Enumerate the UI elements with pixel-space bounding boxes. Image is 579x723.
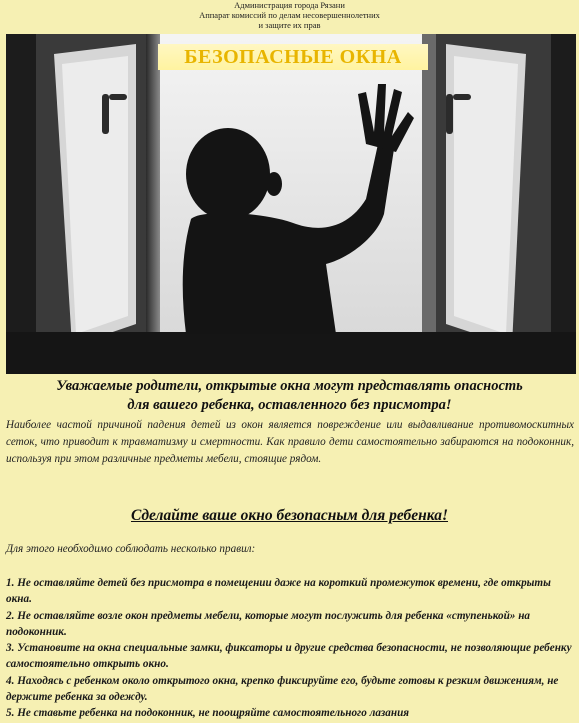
safety-call-to-action: Сделайте ваше окно безопасным для ребенка! bbox=[130, 507, 449, 524]
rule-item: 5. Не ставьте ребенка на подоконник, не поощряйте самостоятельного лазания bbox=[6, 707, 410, 720]
lead-warning-line-2: для вашего ребенка, оставленного без присмотра! bbox=[127, 397, 452, 413]
rule-item: 3. Установите на окна специальные замки, фиксаторы и другие средства безопасности, не позволяющие ребенку самостоятельно открыть окно. bbox=[6, 642, 572, 671]
lead-warning bbox=[0, 377, 579, 415]
rule-item: 4. Находясь с ребенком около открытого окна, крепко фиксируйте его, будьте готовы к резким движениям, не держите ребенка за одежду. bbox=[6, 674, 559, 704]
rules-list bbox=[6, 575, 574, 722]
poster-title: БЕЗОПАСНЫЕ ОКНА bbox=[158, 44, 428, 70]
issuer-line-3: и защите их прав bbox=[258, 20, 321, 30]
cause-paragraph: Наиболее частой причиной падения детей из окон является повреждение или выдавливание противомоскитных сеток, что приводит к травматизму и смертности. Как правило дети самостоятельно забираются на подоконник, используя при этом различные предметы мебели, стоящие рядом. bbox=[6, 419, 574, 465]
issuer-line-1: Администрация города Рязани bbox=[234, 0, 345, 10]
child-at-window-photo bbox=[6, 34, 576, 374]
rule-item: 2. Не оставляйте возле окон предметы мебели, которые могут послужить для ребенка «ступенькой» на подоконник. bbox=[6, 609, 530, 638]
rules-intro: Для этого необходимо соблюдать несколько правил: bbox=[6, 543, 256, 555]
rule-item: 1. Не оставляйте детей без присмотра в помещении даже на короткий промежуток времени, где открыты окна. bbox=[6, 577, 551, 606]
issuer-line-2: Аппарат комиссий по делам несовершеннолетних bbox=[199, 10, 380, 20]
lead-warning-line-1: Уважаемые родители, открытые окна могут представлять опасность bbox=[56, 378, 523, 394]
issuer-header bbox=[0, 0, 579, 34]
